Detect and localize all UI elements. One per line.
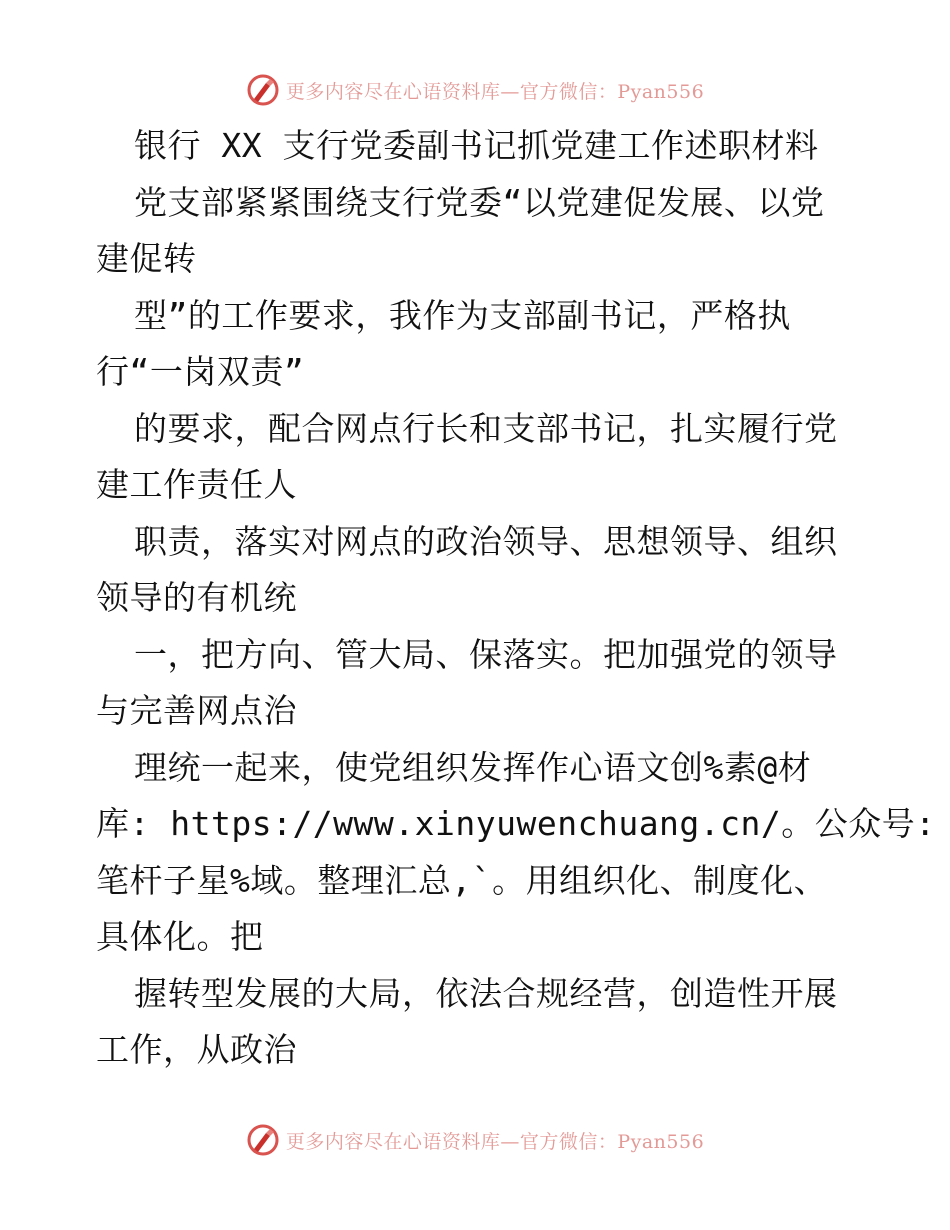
text-line: 领导的有机统 [96,578,297,617]
text-line: 的要求，配合网点行长和支部书记，扎实履行党 [134,408,838,448]
header-watermark [0,70,950,110]
text-line: 型”的工作要求，我作为支部副书记，严格执 [134,295,791,335]
text-line: 与完善网点治 [96,691,297,730]
watermark-text: 更多内容尽在心语资料库—官方微信：Pyan556 [285,1130,705,1153]
text-line: 工作，从政治 [96,1030,297,1069]
text-line: 行“一岗双责” [96,352,305,391]
pen-logo-icon [246,73,280,107]
text-line: 职责，落实对网点的政治领导、思想领导、组织 [134,521,838,561]
watermark-text: 更多内容尽在心语资料库—官方微信：Pyan556 [285,80,705,103]
text-line: 理统一起来，使党组织发挥作心语文创%素@材 [134,747,812,787]
footer-watermark [0,1120,950,1160]
text-line: 建工作责任人 [96,465,297,504]
text-line: 建促转 [96,239,197,278]
text-line: 具体化。把 [96,917,264,956]
text-line: 银行 XX 支行党委副书记抓党建工作述职材料 [134,126,819,165]
text-line: 一，把方向、管大局、保落实。把加强党的领导 [134,634,838,674]
text-line: 笔杆子星%域。整理汇总,`。用组织化、制度化、 [96,860,828,900]
text-line: 握转型发展的大局，依法合规经营，创造性开展 [134,973,838,1013]
document-body [96,118,936,1079]
text-line: 库: https://www.xinyuwenchuang.cn/。公众号: [96,804,936,843]
pen-logo-icon [246,1123,280,1157]
text-line: 党支部紧紧围绕支行党委“以党建促发展、以党 [134,182,825,222]
